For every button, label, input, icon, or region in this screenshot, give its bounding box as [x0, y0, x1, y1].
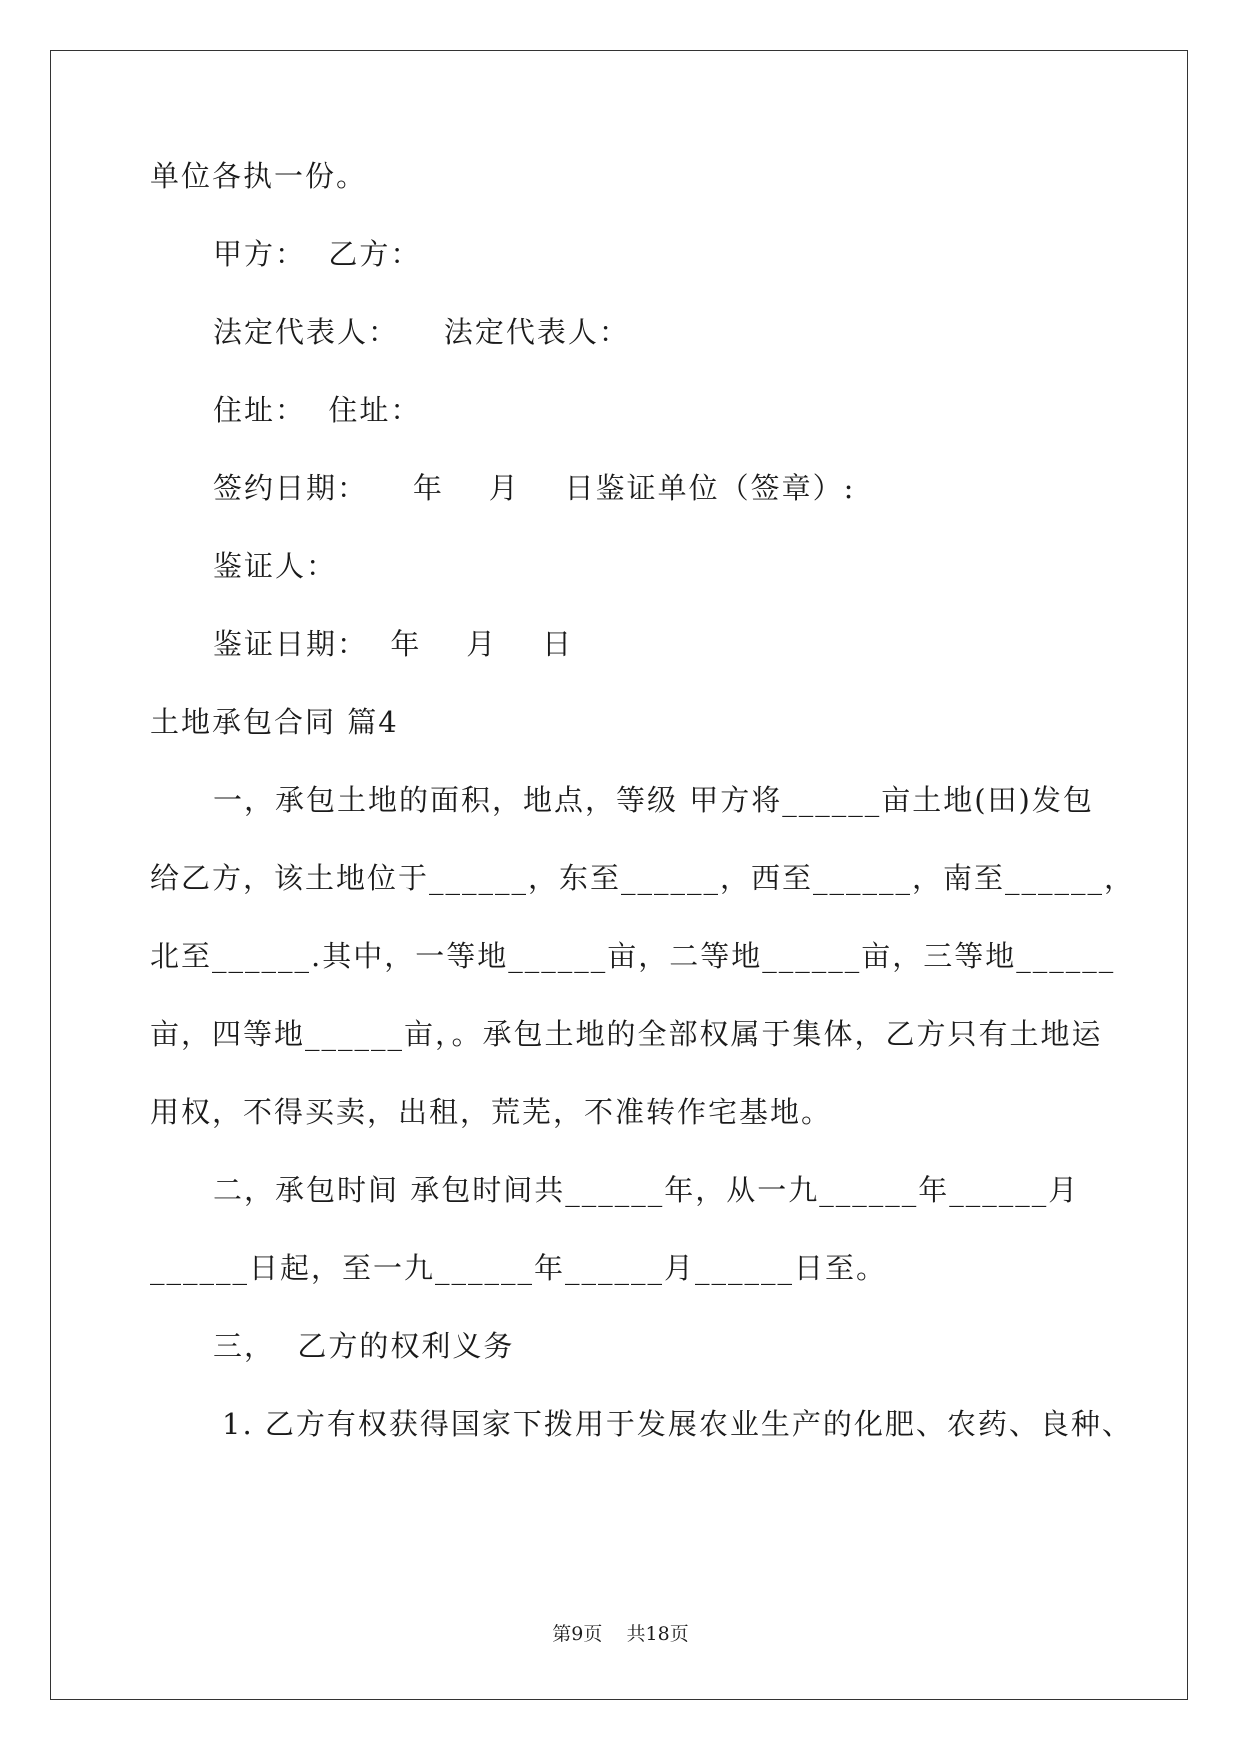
- text-line-clause-1-cont-2: 北至______.其中，一等地______亩，二等地______亩，三等地______: [150, 939, 1116, 973]
- text-line-clause-2-cont: ______日起，至一九______年______月______日至。: [150, 1251, 888, 1285]
- text-line-clause-2: 二，承包时间 承包时间共______年，从一九______年______月: [213, 1173, 1080, 1207]
- text-line-clause-1-cont-3: 亩，四等地______亩，。承包土地的全部权属于集体，乙方只有土地运: [150, 1017, 1103, 1051]
- page-number-footer: 第9页 共18页: [552, 1623, 689, 1645]
- text-line-clause-3: 三， 乙方的权利义务: [213, 1329, 515, 1363]
- text-line-legal-representatives: 法定代表人： 法定代表人：: [213, 315, 630, 349]
- text-line-clause-1: 一，承包土地的面积，地点，等级 甲方将______亩土地(田)发包: [213, 783, 1094, 817]
- text-line-clause-1-cont-4: 用权，不得买卖，出租，荒芜，不准转作宅基地。: [150, 1095, 833, 1129]
- text-line-parties: 甲方： 乙方：: [213, 237, 422, 271]
- text-line-verifier: 鉴证人：: [213, 549, 338, 583]
- text-line-clause-1-cont-1: 给乙方，该土地位于______，东至______，西至______，南至______，: [150, 861, 1136, 895]
- text-line-clause-3-item-1: 1. 乙方有权获得国家下拨用于发展农业生产的化肥、农药、良种、: [222, 1407, 1133, 1441]
- section-heading: 土地承包合同 篇4: [150, 705, 399, 739]
- text-line-signing-date: 签约日期： 年 月 日鉴证单位（签章）:: [213, 471, 856, 505]
- text-line-verification-date: 鉴证日期： 年 月 日: [213, 627, 574, 661]
- text-line-1: 单位各执一份。: [150, 159, 368, 193]
- text-line-addresses: 住址： 住址：: [213, 393, 422, 427]
